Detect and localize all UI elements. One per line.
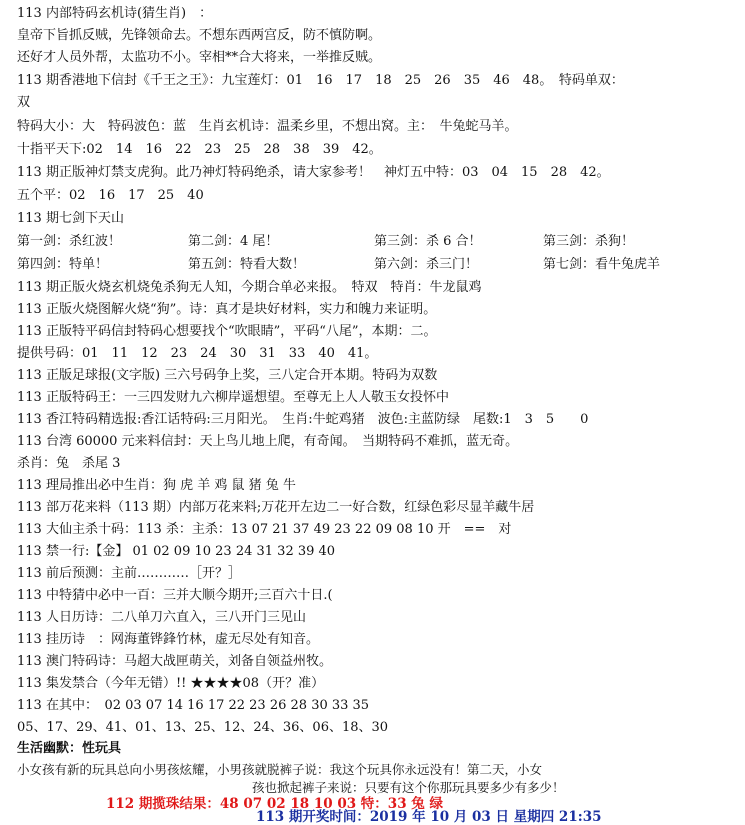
text-line: 113 期正版神灯禁支虎狗。此乃神灯特码绝杀，请大家参考！ 神灯五中特：03 04 15 28 42。 <box>17 165 610 180</box>
text-line: 113 中特猜中必中一百：三并大顺今期开;三百六十日.( <box>17 588 333 603</box>
sword-item: 第七剑：看牛兔虎羊 <box>543 257 661 272</box>
sword-item: 第一剑：杀红波！ <box>17 234 122 249</box>
text-line: 小女孩有新的玩具总向小男孩炫耀，小男孩就脱裤子说：我这个玩具你永远没有！第二天，小女 <box>17 762 543 777</box>
humor-heading: 生活幽默：性玩具 <box>17 741 122 756</box>
text-line: 113 内部特码玄机诗(猜生肖) ： <box>17 6 213 21</box>
text-line: 113 香江特码精选报:香江话特码:三月阳光。 生肖:牛蛇鸡猪 波色:主蓝防绿 尾数:1 3 5 0 <box>17 412 589 427</box>
text-line: 提供号码：01 11 12 23 24 30 31 33 40 41。 <box>17 346 378 361</box>
text-line: 五个平：02 16 17 25 40 <box>17 188 204 203</box>
text-line: 皇帝下旨抓反贼，先锋领命去。不想东西两宫反，防不慎防啊。 <box>17 28 382 43</box>
sword-item: 第二剑：4 尾！ <box>188 234 279 249</box>
text-line: 113 在其中： 02 03 07 14 16 17 22 23 26 28 30 33 35 <box>17 698 370 713</box>
text-line: 113 台湾 60000 元来料信封：天上鸟儿地上爬，有奇闻。 当期特码不难抓，蓝无奇。 <box>17 434 519 449</box>
text-line: 113 挂历诗 ：网海董铧鋒竹林，虚无尽处有知音。 <box>17 632 319 647</box>
sword-item: 第三剑：杀 6 合！ <box>374 234 482 249</box>
text-line: 113 前后预测：主前…………［开？］ <box>17 566 241 581</box>
text-line: 孩也掀起裤子来说：只要有这个你那玩具要多少有多少！ <box>252 780 565 795</box>
text-line: 特码大小：大 特码波色：蓝 生肖玄机诗：温柔乡里，不想出窝。主： 牛兔蛇马羊。 <box>17 119 518 134</box>
sword-item: 第三剑：杀狗！ <box>543 234 635 249</box>
text-line: 113 正版足球报(文字版) 三六号码争上奖，三八定合开本期。特码为双数 <box>17 368 438 383</box>
text-line: 113 部万花来料（113 期）内部万花来料;万花开左边二一好合数，红绿色彩尽显羊藏牛居 <box>17 500 535 515</box>
text-line: 十指平天下:02 14 16 22 23 25 28 38 39 42。 <box>17 142 382 157</box>
sword-item: 第五剑：特看大数！ <box>188 257 306 272</box>
sword-item: 第四剑：特单！ <box>17 257 109 272</box>
text-line: 113 期香港地下信封《千王之王》：九宝莲灯：01 16 17 18 25 26 35 46 48。 特码单双： <box>17 73 624 88</box>
text-line: 113 期正版火烧玄机烧兔杀狗无人知，今期合单必来报。 特双 特肖：牛龙鼠鸡 <box>17 280 482 295</box>
text-line: 113 集发禁合（今年无错）!! ★★★★08（开？准） <box>17 676 325 691</box>
text-line: 113 大仙主杀十码：113 杀：主杀：13 07 21 37 49 23 22 09 08 10 开 == 对 <box>17 522 512 537</box>
text-line: 113 澳门特码诗：马超大战匣萌关，刘备自领益州牧。 <box>17 654 332 669</box>
text-line: 113 理局推出必中生肖：狗 虎 羊 鸡 鼠 猪 兔 牛 <box>17 478 296 493</box>
sword-item: 第六剑：杀三门！ <box>374 257 479 272</box>
text-line: 113 禁一行:【金】 01 02 09 10 23 24 31 32 39 40 <box>17 544 336 559</box>
text-line: 113 人日历诗：二八单刀六直入，三八开门三见山 <box>17 610 306 625</box>
text-line: 113 期七剑下天山 <box>17 211 124 226</box>
text-line: 05、17、29、41、01、13、25、12、24、36、06、18、30 <box>17 720 389 735</box>
text-line: 113 正版特平码信封特码心想要找个“吹眼睛”，平码“八尾”，本期：二。 <box>17 324 437 339</box>
draw-result: 112 期揽珠结果：48 07 02 18 10 03 特：33 兔 绿 <box>106 796 443 812</box>
text-line: 杀肖：兔 杀尾 3 <box>17 456 121 471</box>
text-line: 113 正版特码王：一三四发财九六柳岸遥想望。至尊无上人人敬玉女投怀中 <box>17 390 449 405</box>
text-line: 双 <box>17 95 31 110</box>
draw-time: 113 期开奖时间：2019 年 10 月 03 日 星期四 21:35 <box>256 809 602 825</box>
text-line: 113 正版火烧图解火烧“狗”。诗：真才是块好材料，实力和魄力来证明。 <box>17 302 437 317</box>
text-line: 还好才人员外帮，太监功不小。宰相**合大将来，一举推反贼。 <box>17 50 382 65</box>
